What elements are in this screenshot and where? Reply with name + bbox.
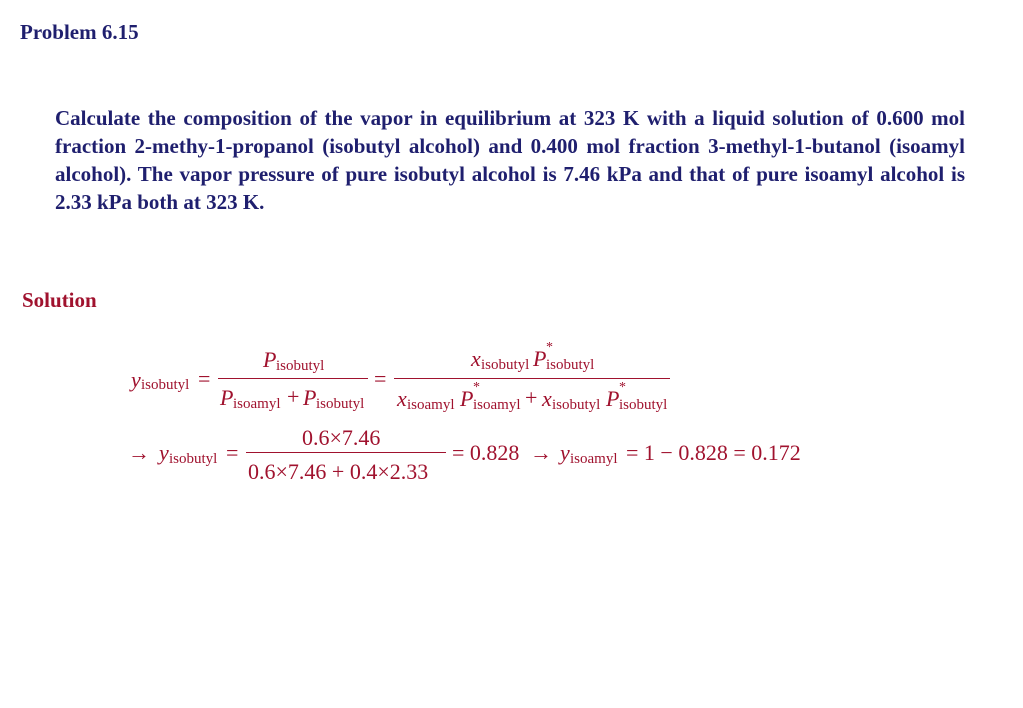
fraction-numerator: 0.6×7.46: [302, 425, 381, 450]
plus-sign: +: [287, 384, 300, 409]
y-symbol: y: [560, 440, 570, 465]
subscript-isoamyl: isoamyl: [407, 397, 455, 413]
solution-title: Solution: [22, 288, 97, 312]
P-symbol: P: [460, 386, 474, 411]
arrow-icon: →: [530, 440, 552, 465]
problem-title: Problem 6.15: [20, 20, 139, 44]
superscript-star: *: [619, 380, 626, 395]
x-symbol: x: [397, 386, 407, 411]
P-symbol: P: [303, 385, 317, 410]
P-symbol: P: [220, 385, 234, 410]
x-symbol: x: [471, 346, 481, 371]
subscript-isoamyl: isoamyl: [473, 397, 521, 413]
equals-sign: =: [226, 440, 239, 465]
y-symbol: y: [159, 440, 169, 465]
x-symbol: x: [542, 386, 552, 411]
subscript-isoamyl: isoamyl: [233, 396, 281, 412]
y-symbol: y: [131, 367, 141, 392]
plus-sign: +: [525, 385, 538, 410]
subscript-isobutyl: isobutyl: [481, 357, 530, 373]
fraction-denominator: 0.6×7.46 + 0.4×2.33: [248, 459, 429, 484]
fraction-bar: [394, 378, 670, 379]
subscript-isobutyl: isobutyl: [276, 358, 325, 374]
subscript-isobutyl: isobutyl: [552, 397, 601, 413]
P-symbol: P: [263, 347, 277, 372]
subscript-isobutyl: isobutyl: [169, 451, 218, 467]
fraction-bar: [246, 452, 446, 453]
arrow-icon: →: [128, 440, 150, 465]
problem-statement: Calculate the composition of the vapor in equilibrium at 323 K with a liquid solution of 0.600 mol fraction 2-methy-1-propanol (isobutyl alcohol) and 0.400 mol fraction 3-methyl-1-butanol (isoamyl alcohol). The vapor pressure of pure isobutyl alcohol is 7.46 kPa and that of pure isoamyl alcohol is 2.33 kPa both at 323 K.: [55, 106, 965, 214]
fraction-bar: [218, 378, 368, 379]
superscript-star: *: [546, 340, 553, 355]
equals-sign: =: [374, 366, 387, 391]
subscript-isobutyl: isobutyl: [619, 397, 668, 413]
superscript-star: *: [473, 380, 480, 395]
equals-sign: =: [198, 366, 211, 391]
subscript-isoamyl: isoamyl: [570, 451, 618, 467]
isoamyl-result: = 1 − 0.828 = 0.172: [626, 440, 801, 465]
subscript-isobutyl: isobutyl: [141, 377, 190, 393]
result-value: = 0.828: [452, 440, 520, 465]
subscript-isobutyl: isobutyl: [546, 357, 595, 373]
P-symbol: P: [533, 346, 547, 371]
P-symbol: P: [606, 386, 620, 411]
subscript-isobutyl: isobutyl: [316, 396, 365, 412]
